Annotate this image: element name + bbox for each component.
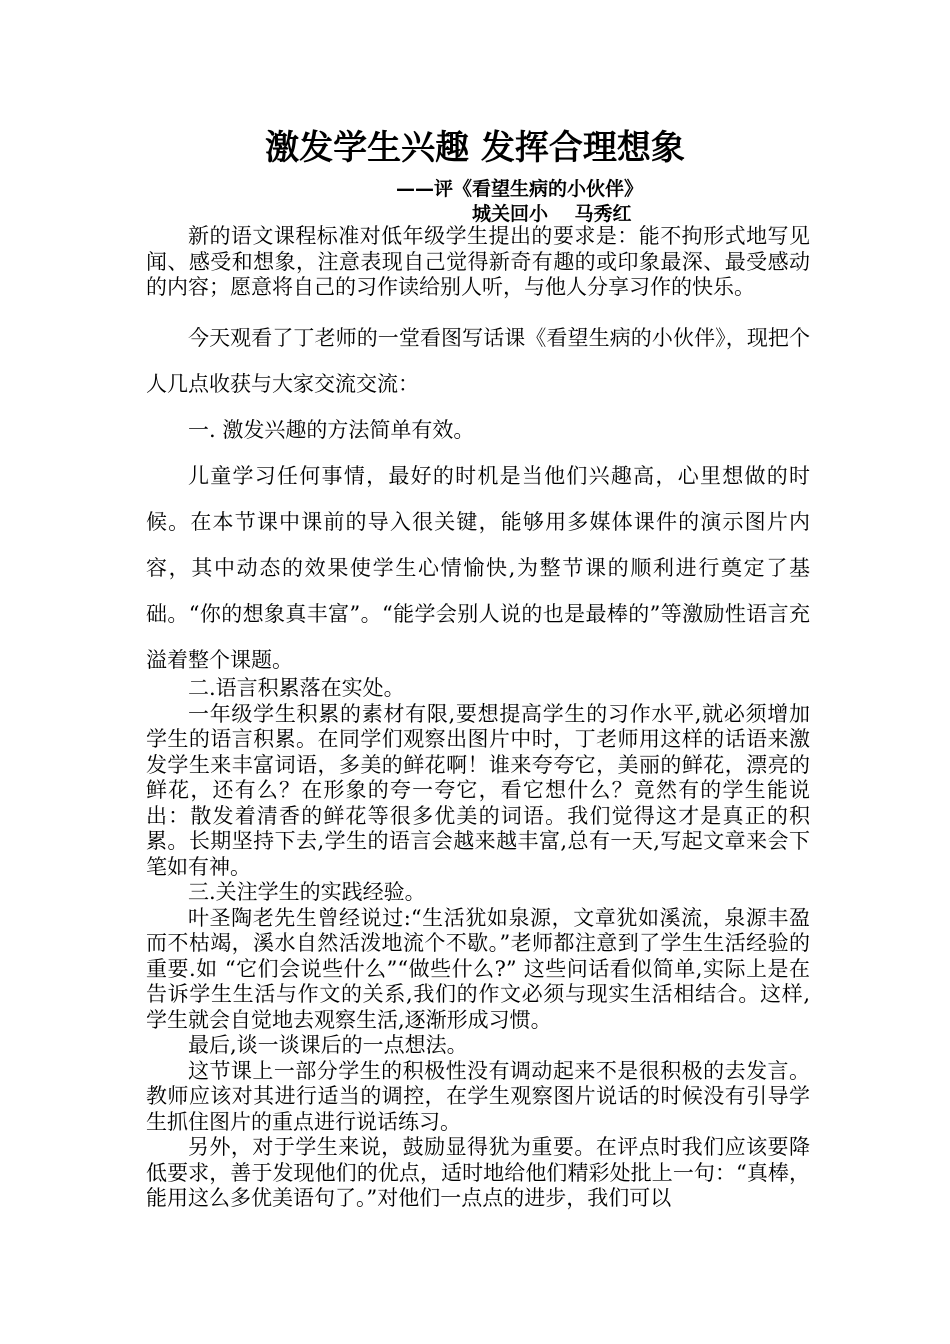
author-line: 城关回小 马秀红 — [472, 203, 632, 225]
intro-section — [146, 224, 810, 301]
paragraph: 儿童学习任何事情，最好的时机是当他们兴趣高，心里想做的时候。在本节课中课前的导入很关键，能够用多媒体课件的演示图片内容，其中动态的效果使学生心情愉快,为整节课的顺利进行奠定了基础。“你的想象真丰富”。“能学会别人说的也是最棒的”等激励性语言充溢着整个课题。 — [146, 464, 810, 672]
paragraph: 今天观看了丁老师的一堂看图写话课《看望生病的小伙伴》，现把个人几点收获与大家交流交流： — [146, 326, 810, 396]
intro-paragraph: 新的语文课程标准对低年级学生提出的要求是：能不拘形式地写见闻、感受和想象，注意表现自己觉得新奇有趣的或印象最深、最受感动的内容；愿意将自己的习作读给别人听，与他人分享习作的快乐。 — [146, 224, 810, 299]
paragraph: 另外，对于学生来说，鼓励显得犹为重要。在评点时我们应该要降低要求，善于发现他们的优点，适时地给他们精彩处批上一句：“真棒，能用这么多优美语句了。”对他们一点点的进步，我们可以 — [146, 1135, 810, 1210]
paragraph: 这节课上一部分学生的积极性没有调动起来不是很积极的去发言。教师应该对其进行适当的调控，在学生观察图片说话的时候没有引导学生抓住图片的重点进行说话练习。 — [146, 1058, 810, 1134]
main-section — [146, 676, 810, 1212]
paragraph: 叶圣陶老先生曾经说过:“生活犹如泉源，文章犹如溪流，泉源丰盈而不枯竭，溪水自然活泼地流个不歇。”老师都注意到了学生生活经验的重要.如 “它们会说些什么”“做些什么?” 这些问话看似简单,实际上是在告诉学生生活与作文的关系,我们的作文必须与现实生活相结合。这样,学生就会自觉地去观察生活,逐渐形成习惯。 — [146, 905, 810, 1032]
section-heading: 三.关注学生的实践经验。 — [188, 880, 426, 904]
paragraph: 一年级学生积累的素材有限,要想提高学生的习作水平,就必须增加学生的语言积累。在同学们观察出图片中时，丁老师用这样的话语来激发学生来丰富词语，多美的鲜花啊！谁来夸夸它，美丽的鲜花，漂亮的鲜花，还有么？在形象的夸一夸它，看它想什么？竟然有的学生能说出：散发着清香的鲜花等很多优美的词语。我们觉得这才是真正的积累。长期坚持下去,学生的语言会越来越丰富,总有一天,写起文章来会下笔如有神。 — [146, 701, 810, 879]
document-subtitle: ——评《看望生病的小伙伴》 — [396, 178, 644, 200]
section-heading: 最后,谈一谈课后的一点想法。 — [188, 1033, 468, 1057]
section-heading: 一. 激发兴趣的方法简单有效。 — [188, 418, 475, 442]
section-heading: 二.语言积累落在实处。 — [188, 676, 405, 700]
reflection-section — [146, 315, 810, 683]
document-title: 激发学生兴趣 发挥合理想象 — [265, 128, 685, 168]
